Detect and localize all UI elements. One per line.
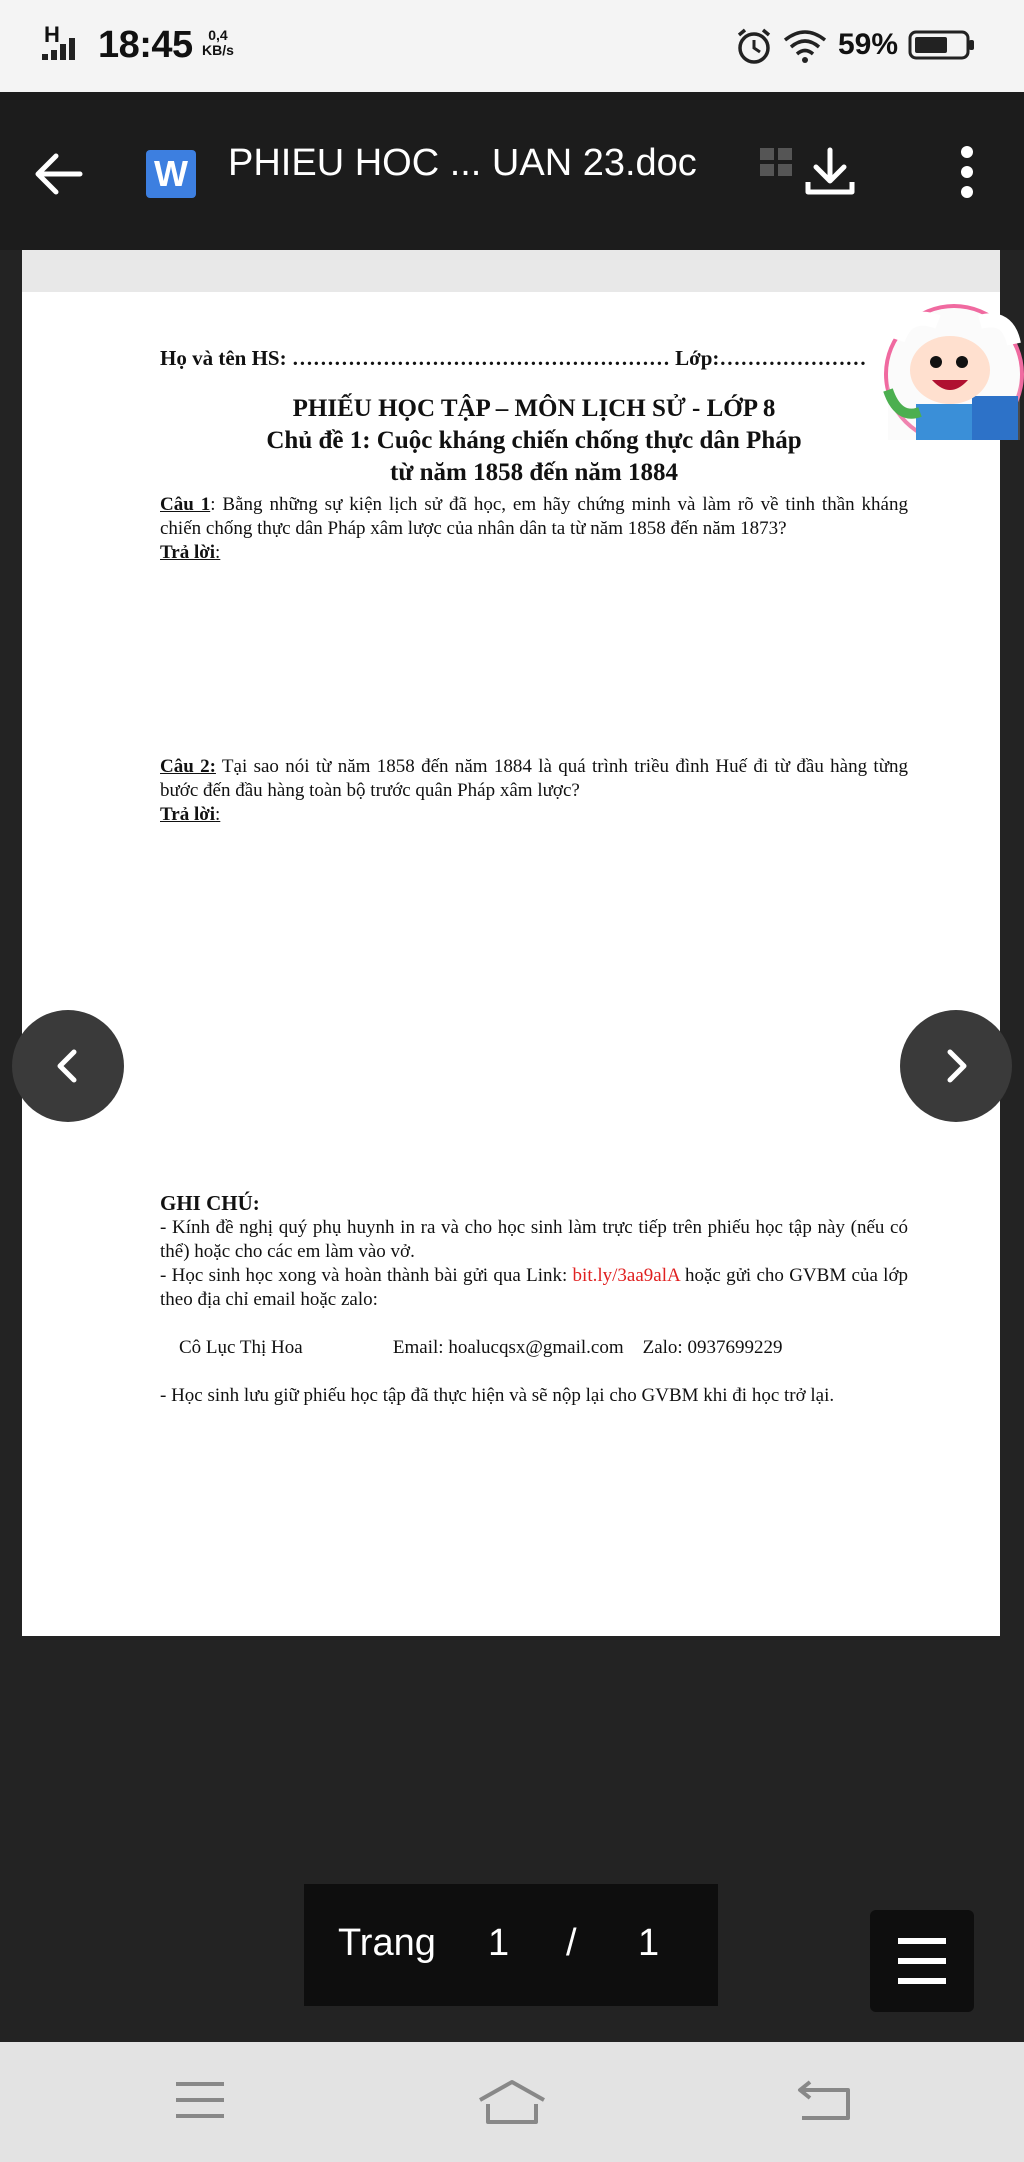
student-name-line: Họ và tên HS: ……………………………………………… Lớp:………………… <box>160 346 867 370</box>
wifi-icon <box>782 28 828 64</box>
status-bar <box>0 0 1024 92</box>
alarm-icon <box>734 26 774 66</box>
speed-unit: KB/s <box>202 42 234 58</box>
answer-2-label: Trả lời: <box>160 804 221 825</box>
network-speed <box>202 28 234 58</box>
page-label: Trang <box>338 1922 436 1964</box>
network-type: H <box>44 22 60 47</box>
system-nav-bar <box>0 2042 1024 2162</box>
chevron-left-icon <box>48 1046 88 1086</box>
document-content <box>160 346 908 1408</box>
worksheet-title: PHIẾU HỌC TẬP – MÔN LỊCH SỬ - LỚP 8 <box>292 395 776 422</box>
worksheet-topic: Chủ đề 1: Cuộc kháng chiến chống thực dân Pháp <box>266 427 802 454</box>
download-icon[interactable] <box>800 142 860 202</box>
note-1: - Kính đề nghị quý phụ huynh in ra và cho học sinh làm trực tiếp trên phiếu học tập này (nếu có thể) hoặc cho các em làm vào vở. <box>160 1217 908 1262</box>
battery-percent: 59% <box>838 28 899 61</box>
note-2: - Học sinh học xong và hoàn thành bài gửi qua Link: bit.ly/3aa9alA hoặc gửi cho GVBM của lớp theo địa chỉ email hoặc zalo: <box>160 1265 908 1310</box>
previous-page-button[interactable] <box>12 1010 124 1122</box>
teacher-email: Email: hoalucqsx@gmail.com <box>392 1337 624 1358</box>
more-vert-icon[interactable] <box>940 144 994 200</box>
note-3: - Học sinh lưu giữ phiếu học tập đã thực hiện và sẽ nộp lại cho GVBM khi đi học trở lại. <box>160 1385 835 1406</box>
menu-button[interactable] <box>870 1910 974 2012</box>
page-separator: / <box>566 1922 577 1964</box>
answer-1-label: Trả lời: <box>160 542 221 563</box>
back-nav-icon[interactable] <box>796 2078 854 2122</box>
document-title[interactable]: PHIEU HOC ... UAN 23.doc <box>228 142 697 184</box>
back-arrow-icon[interactable] <box>28 144 88 204</box>
question-1-text: : Bằng những sự kiện lịch sử đã học, em hãy chứng minh và làm rõ về tinh thần kháng chiến chống thực dân Pháp xâm lược của nhân dân ta từ năm 1858 đến năm 1873? <box>160 494 908 539</box>
clock: 18:45 <box>98 24 193 66</box>
total-pages: 1 <box>638 1922 660 1964</box>
question-1 <box>160 493 908 541</box>
recent-apps-icon[interactable] <box>174 2078 226 2122</box>
question-2-label: Câu 2: <box>160 756 216 777</box>
current-page: 1 <box>488 1922 510 1964</box>
submission-link[interactable]: bit.ly/3aa9alA <box>572 1265 680 1286</box>
question-2-text: Tại sao nói từ năm 1858 đến năm 1884 là quá trình triều đình Huế đi từ đầu hàng từng bước đến đầu hàng toàn bộ trước quân Pháp xâm lược? <box>160 756 909 801</box>
chevron-right-icon <box>936 1046 976 1086</box>
home-icon[interactable] <box>476 2078 548 2128</box>
speed-value: 0,4 <box>208 27 228 43</box>
next-page-button[interactable] <box>900 1010 1012 1122</box>
signal-icon <box>42 22 90 62</box>
worksheet-period: từ năm 1858 đến năm 1884 <box>390 459 678 486</box>
teacher-zalo: Zalo: 0937699229 <box>642 1337 783 1358</box>
teacher-contact <box>160 1312 908 1384</box>
word-file-icon: W <box>146 150 196 198</box>
question-2 <box>160 755 908 803</box>
floating-sticker-avatar[interactable] <box>868 300 1024 440</box>
battery-icon <box>908 30 976 60</box>
question-1-label: Câu 1 <box>160 494 211 515</box>
note-heading: GHI CHÚ: <box>160 1191 260 1215</box>
teacher-name: Cô Lục Thị Hoa <box>179 1337 303 1358</box>
menu-icon <box>898 1938 946 1944</box>
page-indicator <box>304 1884 718 2006</box>
